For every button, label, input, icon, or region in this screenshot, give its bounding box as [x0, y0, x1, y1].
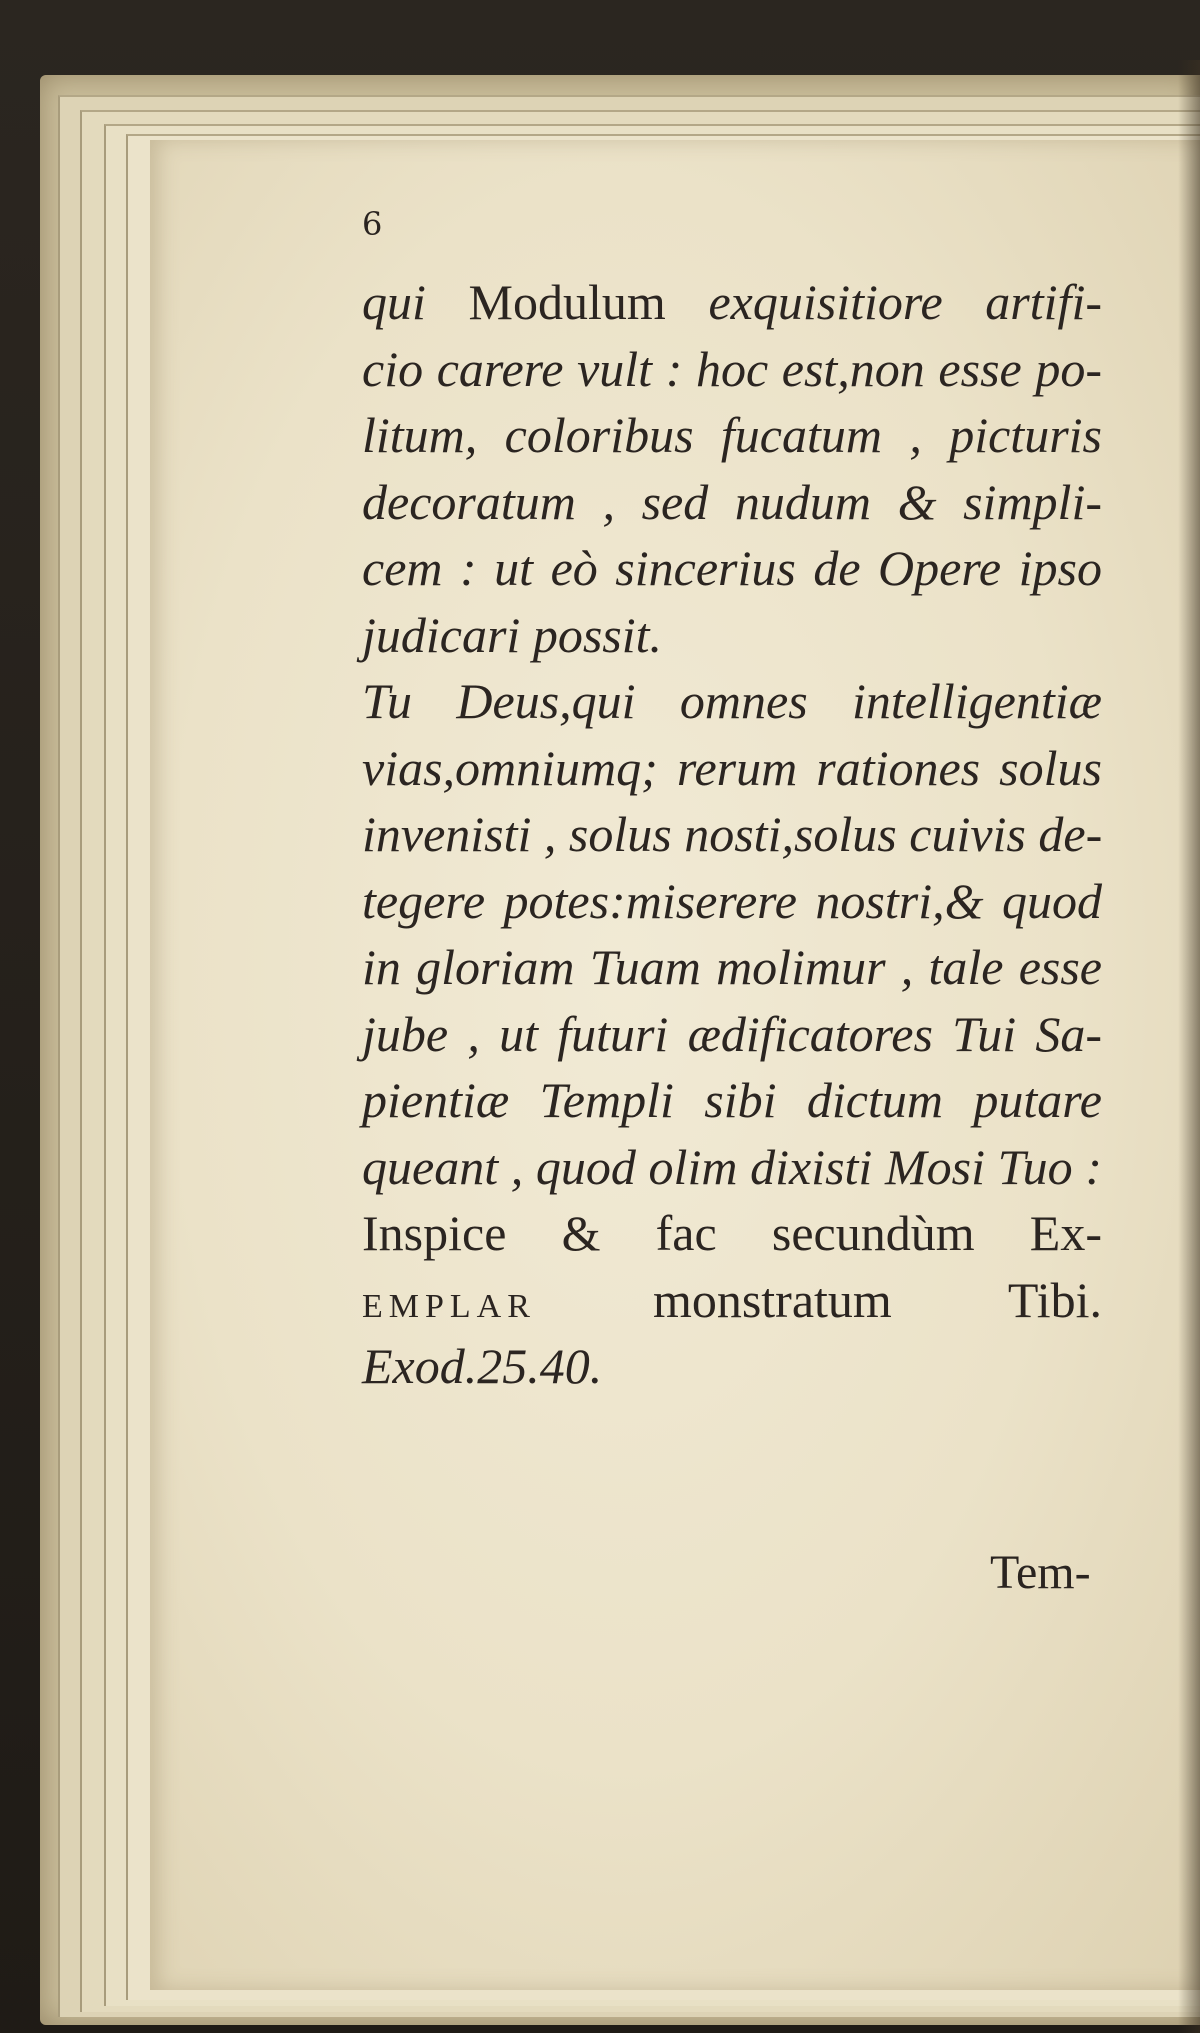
text-line — [362, 804, 1102, 864]
text-segment: in gloriam Tuam molimur , tale esse — [362, 939, 1102, 995]
text-segment: Inspice & fac secundùm Ex- — [362, 1205, 1102, 1261]
text-line — [362, 738, 1102, 798]
text-segment: queant , quod olim dixisti Mosi Tuo : — [362, 1138, 1102, 1195]
text-line — [362, 871, 1102, 931]
text-segment: Exod.25.40. — [362, 1338, 603, 1394]
text-line — [362, 1203, 1102, 1263]
text-segment: invenisti , solus nosti,solus cuivis de- — [362, 806, 1103, 862]
text-segment: exquisitiore artifi- — [708, 274, 1102, 330]
text-line — [362, 1270, 1102, 1330]
text-line — [362, 671, 1102, 731]
text-line — [362, 1070, 1102, 1130]
text-line — [362, 605, 1102, 665]
text-line — [362, 1137, 1102, 1197]
text-segment: decoratum , sed nudum & simpli- — [362, 473, 1102, 530]
text-line — [362, 472, 1102, 532]
text-segment: jube , ut futuri ædificatores Tui Sa- — [362, 1005, 1102, 1062]
text-line — [362, 272, 1102, 332]
text-segment: judicari possit. — [362, 606, 663, 663]
text-line — [362, 1336, 1102, 1396]
text-line — [362, 339, 1102, 399]
text-line — [362, 538, 1102, 598]
text-line — [362, 937, 1102, 997]
text-segment: cio carere vult : hoc est,non esse po- — [362, 340, 1102, 397]
text-segment: qui — [362, 274, 426, 330]
text-segment: tegere potes:miserere nostri,& quod — [362, 872, 1102, 929]
text-segment: litum, coloribus fucatum , picturis — [362, 407, 1102, 463]
spine-shadow — [1178, 60, 1200, 2033]
text-segment: vias,omniumq; rerum rationes solus — [362, 739, 1102, 796]
text-segment: monstratum Tibi. — [535, 1271, 1102, 1328]
page-number: 6 — [362, 205, 383, 243]
text-segment: Modulum — [425, 274, 709, 330]
text-line — [362, 405, 1102, 465]
catchword: Tem- — [990, 1546, 1091, 1599]
text-segment: EMPLAR — [362, 1287, 536, 1325]
text-segment: pientiæ Templi sibi dictum putare — [362, 1072, 1102, 1128]
text-segment: Tu Deus,qui omnes intelligentiæ — [362, 673, 1102, 729]
text-line — [362, 1004, 1102, 1064]
text-segment: cem : ut eò sincerius de Opere ipso — [362, 540, 1102, 596]
